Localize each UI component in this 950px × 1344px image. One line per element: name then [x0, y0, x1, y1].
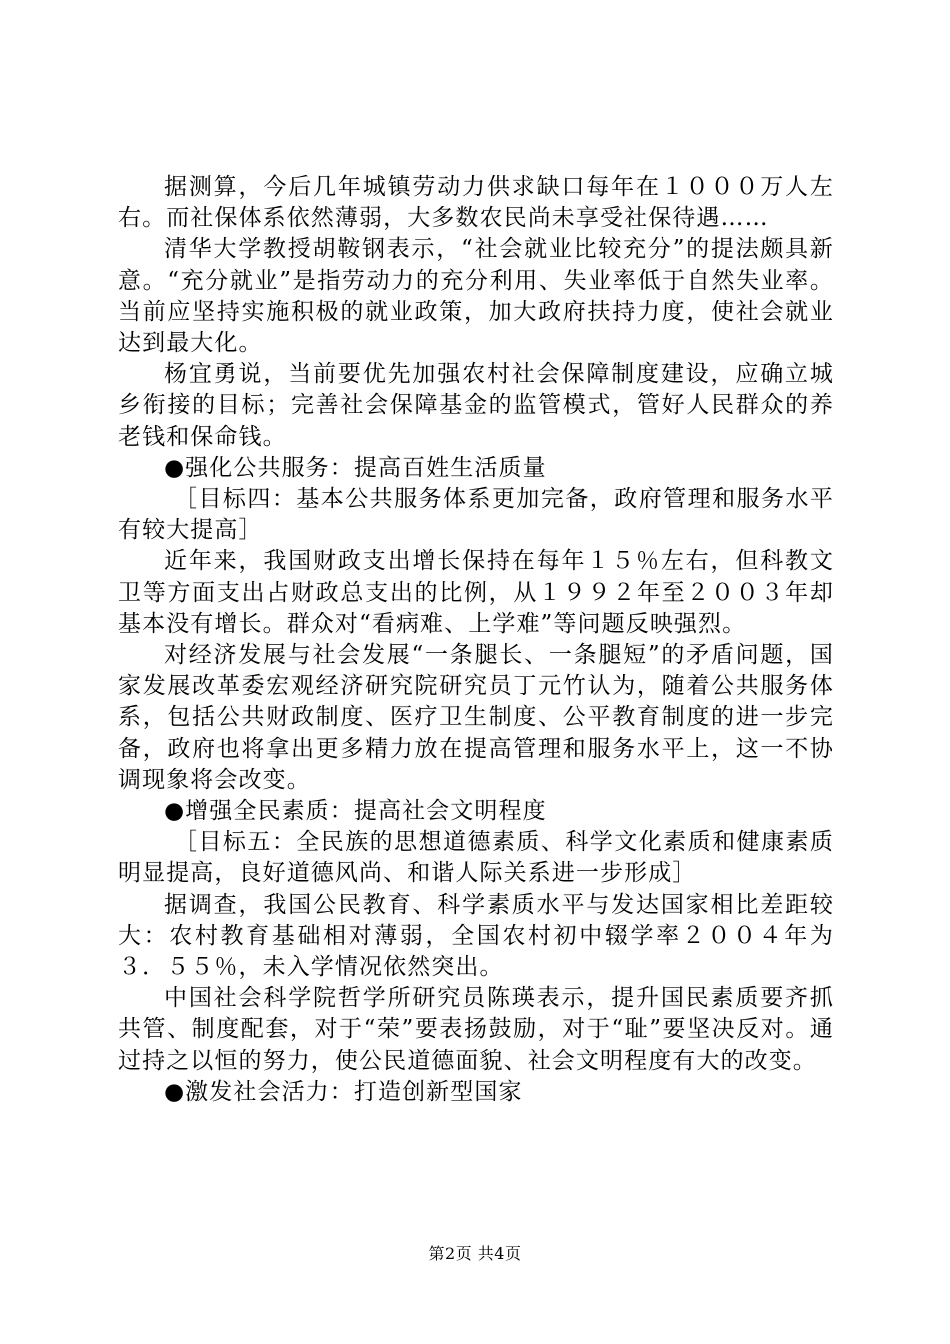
section-heading-public-service: ●强化公共服务：提高百姓生活质量 — [164, 454, 547, 481]
goal-five: ［目标五：全民族的思想道德素质、科学文化素质和健康素质明显提高，良好道德风尚、和谐人际关系进一步形成］ — [118, 829, 834, 887]
paragraph-yang-yiyong: 杨宜勇说，当前要优先加强农村社会保障制度建设，应确立城乡衔接的目标；完善社会保障基金的监管模式，管好人民群众的养老钱和保命钱。 — [118, 361, 834, 450]
page-number-footer: 第2页 共4页 — [428, 1244, 522, 1263]
paragraph-hu-angang: 清华大学教授胡鞍钢表示，“社会就业比较充分”的提法颇具新意。“充分就业”是指劳动力的充分利用、失业率低于自然失业率。当前应坚持实施积极的就业政策，加大政府扶持力度，使社会就业达到最大化。 — [118, 236, 834, 357]
paragraph-fiscal-spending: 近年来，我国财政支出增长保持在每年１５％左右，但科教文卫等方面支出占财政总支出的比例，从１９９２年至２００３年却基本没有增长。群众对“看病难、上学难”等问题反映强烈。 — [118, 548, 834, 637]
goal-four: ［目标四：基本公共服务体系更加完备，政府管理和服务水平有较大提高］ — [118, 486, 834, 544]
paragraph-education-survey: 据调查，我国公民教育、科学素质水平与发达国家相比差距较大：农村教育基础相对薄弱，全国农村初中辍学率２００４年为３．５５％，未入学情况依然突出。 — [118, 891, 834, 981]
paragraph-labor-gap: 据测算，今后几年城镇劳动力供求缺口每年在１０００万人左右。而社保体系依然薄弱，大多数农民尚未享受社保待遇…… — [118, 174, 834, 232]
paragraph-ding-yuanzhu: 对经济发展与社会发展“一条腿长、一条腿短”的矛盾问题，国家发展改革委宏观经济研究院研究员丁元竹认为，随着公共服务体系，包括公共财政制度、医疗卫生制度、公平教育制度的进一步完备，政府也将拿出更多精力放在提高管理和服务水平上，这一不协调现象将会改变。 — [118, 642, 834, 793]
article-body — [118, 172, 834, 1108]
section-heading-innovation: ●激发社会活力：打造创新型国家 — [164, 1078, 523, 1105]
section-heading-civic-quality: ●增强全民素质：提高社会文明程度 — [164, 798, 547, 825]
paragraph-chen-ying: 中国社会科学院哲学所研究员陈瑛表示，提升国民素质要齐抓共管、制度配套，对于“荣”要表扬鼓励，对于“耻”要坚决反对。通过持之以恒的努力，使公民道德面貌、社会文明程度有大的改变。 — [118, 985, 834, 1074]
